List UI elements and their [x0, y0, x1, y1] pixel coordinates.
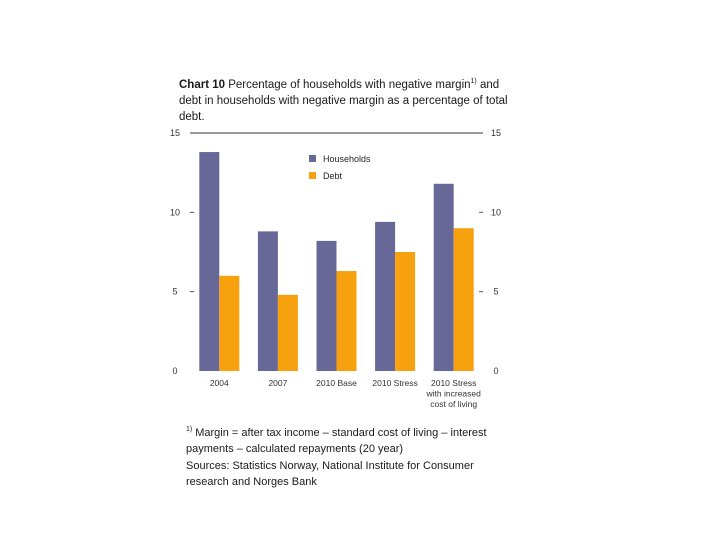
y-tick-label-left: 5 [172, 286, 178, 297]
footnote [186, 422, 516, 457]
bar-households [258, 231, 278, 371]
chart-title-text: Percentage of households with negative margin [225, 79, 471, 91]
bar-debt [219, 276, 239, 371]
bar-households [434, 184, 454, 371]
chart-number: Chart 10 [179, 79, 226, 91]
footnote-text: Margin = after tax income – standard cost of living – interest payments – calculated repayments (20 year) [186, 427, 487, 455]
sources: Sources: Statistics Norway, National Institute for Consumer research and Norges Bank [186, 460, 474, 488]
legend [309, 154, 371, 181]
category-label: 2010 Stress [372, 378, 418, 388]
legend-label: Debt [323, 171, 343, 181]
bar-debt [454, 228, 474, 371]
y-tick-label-left: 0 [172, 366, 178, 376]
bar-debt [278, 295, 298, 371]
y-tick-label-right: 5 [493, 286, 499, 297]
category-label: cost of living [430, 399, 478, 409]
bar-households [375, 222, 395, 371]
title-footnote-marker: 1) [470, 78, 477, 85]
footnote-marker: 1) [186, 426, 193, 433]
category-label: 2007 [268, 378, 288, 388]
category-label: 2010 Stress [431, 378, 477, 388]
bar-households [199, 152, 219, 371]
bar-debt [337, 271, 357, 371]
y-tick-label-right: 15 [490, 128, 502, 138]
bar-households [317, 241, 337, 371]
legend-swatch [309, 155, 316, 162]
legend-label: Households [323, 154, 371, 164]
y-tick-label-right: 10 [490, 207, 502, 218]
category-label: with increased [426, 388, 481, 399]
chart-title-text-2: and debt in households with negative margin as a percentage of total debt. [179, 79, 508, 123]
y-tick-label-left: 10 [169, 207, 181, 218]
y-tick-label-left: 15 [169, 128, 181, 138]
bars [199, 152, 473, 371]
category-label: 2004 [209, 378, 229, 388]
y-tick-label-right: 0 [493, 366, 499, 376]
bar-debt [395, 252, 415, 371]
legend-swatch [309, 172, 316, 179]
category-labels [210, 378, 481, 409]
category-label: 2010 Base [316, 378, 357, 388]
